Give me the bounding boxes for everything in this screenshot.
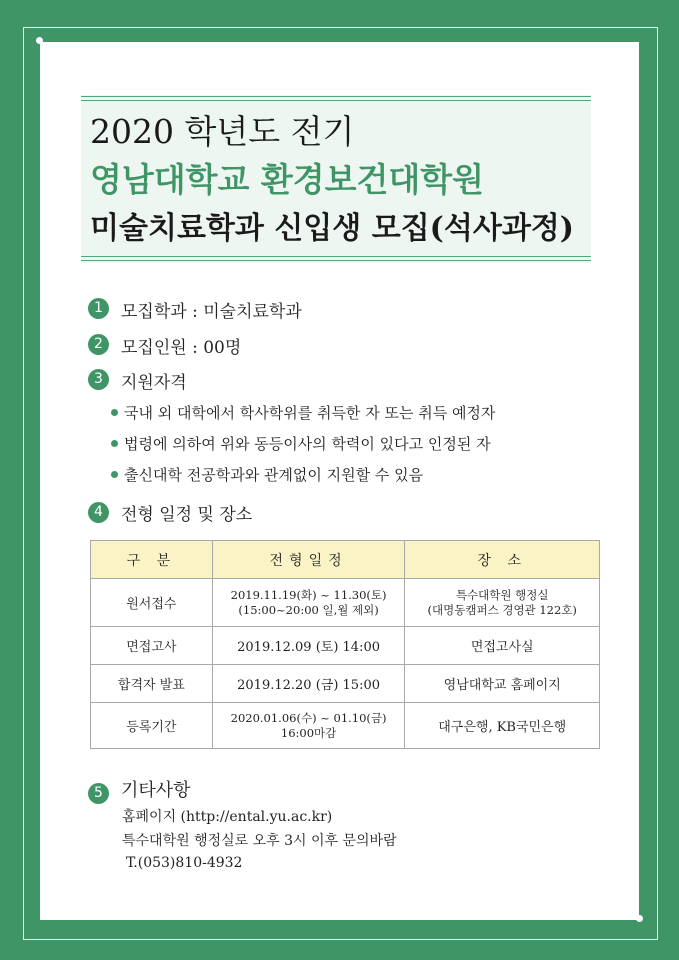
qualification-item: 법령에 의하여 위와 동등이사의 학력이 있다고 인정된 자 [111, 433, 491, 454]
row-category: 원서접수 [91, 579, 213, 627]
corner-dot [636, 915, 643, 922]
row-category: 등록기간 [91, 703, 213, 749]
section-number: 4 [88, 502, 109, 523]
schedule-table [90, 540, 600, 749]
table-header: 장 소 [405, 541, 600, 579]
table-header: 구 분 [91, 541, 213, 579]
etc-homepage: 홈페이지 (http://ental.yu.ac.kr) [122, 809, 333, 825]
qualification-item: 국내 외 대학에서 학사학위를 취득한 자 또는 취득 예정자 [111, 402, 495, 423]
row-category: 면접고사 [91, 627, 213, 665]
table-row [91, 703, 600, 749]
row-date: 2019.12.20 (금) 15:00 [212, 665, 405, 703]
row-place: 면접고사실 [405, 627, 600, 665]
row-date: 2020.01.06(수) ~ 01.10(금) 16:00마감 [212, 703, 405, 749]
table-row [91, 665, 600, 703]
section-qualification: 지원자격 [121, 373, 187, 393]
section-number: 2 [88, 334, 109, 355]
etc-phone: T.(053)810-4932 [126, 855, 243, 871]
title-school: 영남대학교 환경보건대학원 [90, 160, 485, 199]
row-date: 2019.12.09 (토) 14:00 [212, 627, 405, 665]
section-number: 5 [88, 783, 109, 804]
table-header-row [91, 541, 600, 579]
etc-inquiry: 특수대학원 행정실로 오후 3시 이후 문의바람 [122, 833, 397, 849]
table-header: 전형일정 [212, 541, 405, 579]
title-box [81, 95, 591, 263]
row-place: 영남대학교 홈페이지 [405, 665, 600, 703]
table-row [91, 627, 600, 665]
section-number: 1 [88, 298, 109, 319]
section-department: 모집학과 : 미술치료학과 [121, 302, 302, 322]
row-category: 합격자 발표 [91, 665, 213, 703]
row-place: 대구은행, KB국민은행 [405, 703, 600, 749]
row-date: 2019.11.19(화) ~ 11.30(토) (15:00~20:00 일,월 제외) [212, 579, 405, 627]
table-row [91, 579, 600, 627]
section-number: 3 [88, 369, 109, 390]
section-etc: 기타사항 [121, 780, 191, 801]
row-place: 특수대학원 행정실 (대명동캠퍼스 경영관 122호) [405, 579, 600, 627]
title-year: 2020 학년도 전기 [90, 112, 355, 151]
section-schedule: 전형 일정 및 장소 [121, 505, 253, 525]
section-quota: 모집인원 : 00명 [121, 338, 242, 358]
title-program: 미술치료학과 신입생 모집(석사과정) [90, 211, 574, 246]
qualification-item: 출신대학 전공학과와 관계없이 지원할 수 있음 [111, 464, 423, 485]
